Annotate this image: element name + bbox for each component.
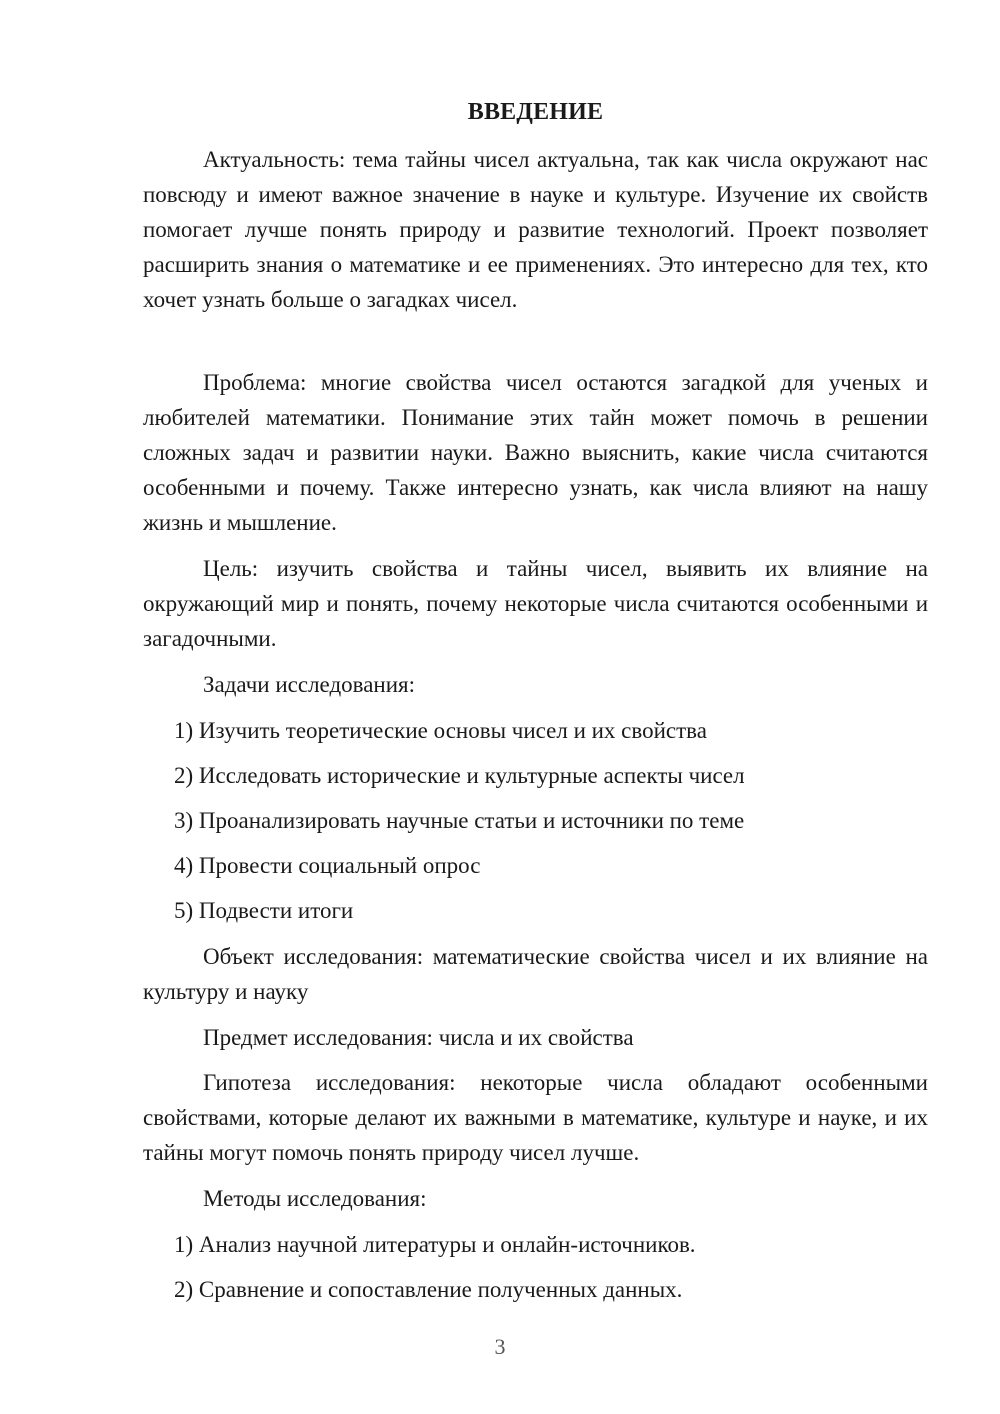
task-item-5: 5) Подвести итоги (174, 898, 354, 923)
method-item-1: 1) Анализ научной литературы и онлайн-источников. (174, 1232, 696, 1257)
task-item-3: 3) Проанализировать научные статьи и источники по теме (174, 808, 745, 833)
paragraph-subject: Предмет исследования: числа и их свойства (203, 1025, 634, 1050)
paragraph-object: Объект исследования: математические свойства чисел и их влияние на культуру и науку (143, 944, 928, 1004)
task-item-1: 1) Изучить теоретические основы чисел и их свойства (174, 718, 707, 743)
paragraph-goal: Цель: изучить свойства и тайны чисел, выявить их влияние на окружающий мир и понять, почему некоторые числа считаются особенными и загадочными. (143, 556, 928, 651)
task-item-2: 2) Исследовать исторические и культурные аспекты чисел (174, 763, 745, 788)
task-item-4: 4) Провести социальный опрос (174, 853, 481, 878)
method-item-2: 2) Сравнение и сопоставление полученных данных. (174, 1277, 683, 1302)
page-number: 3 (494, 1334, 506, 1359)
paragraph-problem: Проблема: многие свойства чисел остаются загадкой для ученых и любителей математики. Понимание этих тайн может помочь в решении сложных задач и развитии науки. Важно выяснить, какие числа считаются особенными и почему. Также интересно узнать, как числа влияют на нашу жизнь и мышление. (143, 370, 928, 535)
tasks-heading: Задачи исследования: (203, 672, 416, 697)
paragraph-hypothesis: Гипотеза исследования: некоторые числа обладают особенными свойствами, которые делают их важными в математике, культуре и науке, и их тайны могут помочь понять природу чисел лучше. (143, 1070, 928, 1165)
paragraph-relevance: Актуальность: тема тайны чисел актуальна, так как числа окружают нас повсюду и имеют важное значение в науке и культуре. Изучение их свойств помогает лучше понять природу и развитие технологий. Проект позволяет расширить знания о математике и ее применениях. Это интересно для тех, кто хочет узнать больше о загадках чисел. (143, 147, 928, 312)
section-heading: ВВЕДЕНИЕ (467, 99, 604, 125)
methods-heading: Методы исследования: (203, 1186, 427, 1211)
